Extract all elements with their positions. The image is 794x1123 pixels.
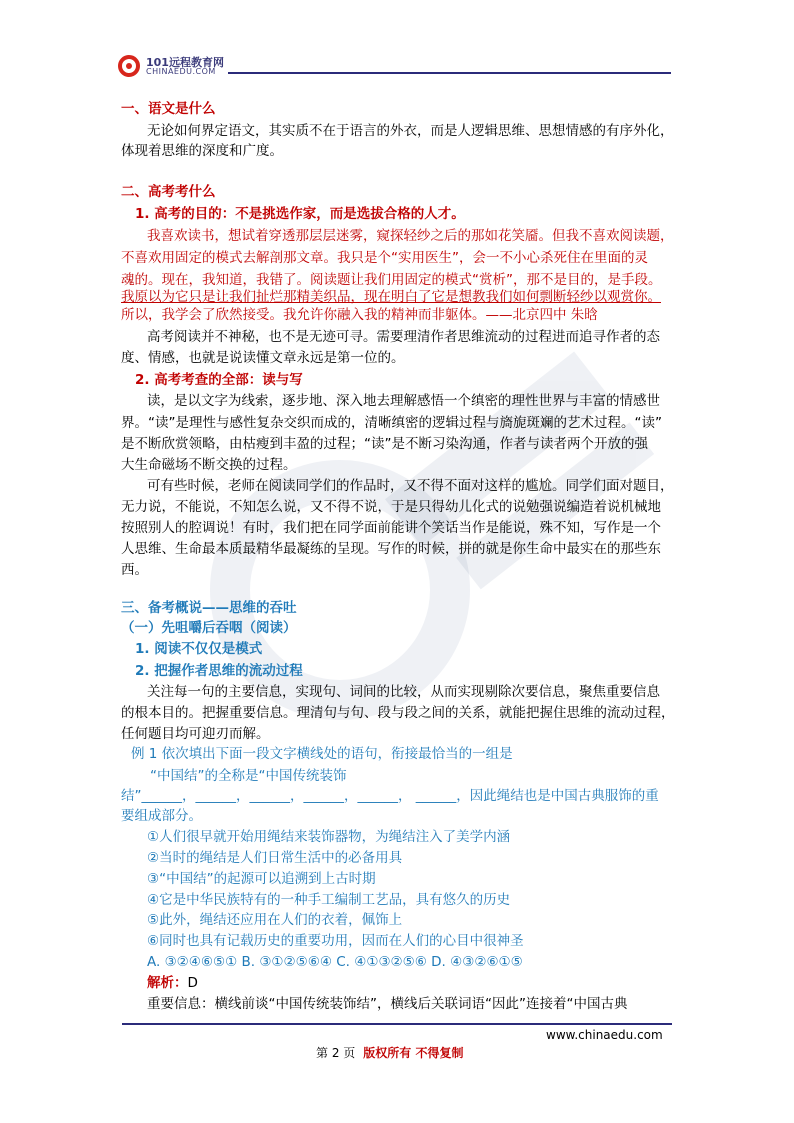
example-line: 结”______，______，______，______，______， ______，因此绳结也是中国古典服饰的重 <box>121 788 659 804</box>
section2-para4-line: 西。 <box>121 562 148 578</box>
option-item: ①人们很早就开始用绳结来装饰器物，为绳结注入了美学内涵 <box>147 829 511 845</box>
section3-heading: 三、备考概说——思维的吞吐 <box>121 600 297 616</box>
section3-para-line: 的根本目的。把握重要信息。理清句与句、段与段之间的关系，就能把握住思维的流动过程， <box>121 705 675 721</box>
answer-value: D <box>187 975 198 991</box>
section3-para-line: 任何题目均可迎刃而解。 <box>121 726 270 742</box>
section2-heading: 二、高考考什么 <box>121 184 216 200</box>
footer-rule <box>122 1023 672 1025</box>
section1-heading: 一、语文是什么 <box>121 101 216 117</box>
section2-para2-line: 高考阅读并不神秘，也不是无迹可寻。需要理清作者思维流动的过程进而追寻作者的态 <box>147 329 660 345</box>
option-item: ③“中国结”的起源可以追溯到上古时期 <box>147 871 376 887</box>
section3-para-line: 关注每一句的主要信息，实现句、词间的比较，从而实现剔除次要信息，聚焦重要信息 <box>147 684 660 700</box>
option-item: ⑤此外，绳结还应用在人们的衣着，佩饰上 <box>147 912 403 928</box>
section3-sub-a: （一）先咀嚼后吞咽（阅读） <box>121 620 297 636</box>
section2-para4-line: 无力说，不能说，不知怎么说，又不得不说，于是只得幼儿化式的说勉强说编造着说机械地 <box>121 499 661 515</box>
section1-para-line: 无论如何界定语文，其实质不在于语言的外衣，而是人逻辑思维、思想情感的有序外化， <box>147 123 674 139</box>
page-number: 第 2 页 <box>316 1046 356 1060</box>
section2-para3-line: 界。“读”是理性与感性复杂交织而成的，清晰缜密的逻辑过程与旖旎斑斓的艺术过程。“读” <box>121 415 662 431</box>
logo-icon <box>118 55 140 77</box>
section2-sub1: 1. 高考的目的：不是挑选作家，而是选拔合格的人才。 <box>135 206 465 222</box>
example-line: 要组成部分。 <box>121 808 202 824</box>
logo-subtext: CHINAEDU.COM <box>146 67 216 76</box>
analysis-line: 重要信息：横线前谈“中国传统装饰结”，横线后关联词语“因此”连接着“中国古典 <box>147 996 628 1012</box>
example-line: “中国结”的全称是“中国传统装饰 <box>150 768 347 784</box>
section2-sub2: 2. 高考考查的全部：读与写 <box>135 372 303 388</box>
option-item: ⑥同时也具有记载历史的重要功用，因而在人们的心目中很神圣 <box>147 933 524 949</box>
section2-para3-line: 是不断欣赏领略，由枯瘦到丰盈的过程；“读”是不断习染沟通，作者与读者两个开放的强 <box>121 436 648 452</box>
section2-para3-line: 读，是以文字为线索，逐步地、深入地去理解感悟一个缜密的理性世界与丰富的情感世 <box>147 393 660 409</box>
answer-choices: A. ③②④⑥⑤① B. ③①②⑤⑥④ C. ④①③②⑤⑥ D. ④③②⑥①⑤ <box>147 954 523 970</box>
footer-page-info <box>316 1044 463 1061</box>
section3-item1: 1. 阅读不仅仅是模式 <box>135 641 263 657</box>
option-item: ④它是中华民族特有的一种手工编制工艺品，具有悠久的历史 <box>147 892 511 908</box>
answer-label: 解析： <box>147 975 188 991</box>
section2-para3-line: 大生命磁场不断交换的过程。 <box>121 457 297 473</box>
section2-para2-line: 度、情感，也就是说读懂文章永远是第一位的。 <box>121 350 405 366</box>
section3-item2: 2. 把握作者思维的流动过程 <box>135 663 303 679</box>
logo-text: 101远程教育网 <box>146 56 224 69</box>
example-prompt: 例 1 依次填出下面一段文字横线处的语句，衔接最恰当的一组是 <box>131 746 513 762</box>
quote-line: 不喜欢用固定的模式去解剖那文章。我只是个“实用医生”，会一不小心杀死住在里面的灵 <box>121 250 648 266</box>
copyright-notice: 版权所有 不得复制 <box>363 1046 464 1060</box>
quote-line: 所以，我学会了欣然接受。我允许你融入我的精神而非躯体。——北京四中 朱晗 <box>121 307 598 323</box>
section2-para4-line: 人思维、生命最本质最精华最凝练的呈现。写作的时候，拼的就是你生命中最实在的那些东 <box>121 541 661 557</box>
answer-row <box>147 973 198 993</box>
section2-para4-line: 可有些时候，老师在阅读同学们的作品时，又不得不面对这样的尴尬。同学们面对题目， <box>147 478 674 494</box>
footer-url: www.chinaedu.com <box>546 1028 663 1042</box>
option-item: ②当时的绳结是人们日常生活中的必备用具 <box>147 850 403 866</box>
section2-para4-line: 按照别人的腔调说！有时，我们把在同学面前能讲个笑话当作是能说，殊不知，写作是一个 <box>121 520 661 536</box>
quote-line: 魂的。现在，我知道，我错了。阅读题让我们用固定的模式“赏析”，那不是目的，是手段。 <box>121 272 662 288</box>
quote-line-underlined: 我原以为它只是让我们扯烂那精美织品，现在明白了它是想教我们如何剽断轻纱以观赏你。 <box>121 289 661 305</box>
section1-para-line: 体现着思维的深度和广度。 <box>121 143 283 159</box>
header-rule <box>228 72 671 74</box>
quote-line: 我喜欢读书，想试着穿透那层层迷雾，窥探轻纱之后的那如花笑靥。但我不喜欢阅读题， <box>147 228 674 244</box>
